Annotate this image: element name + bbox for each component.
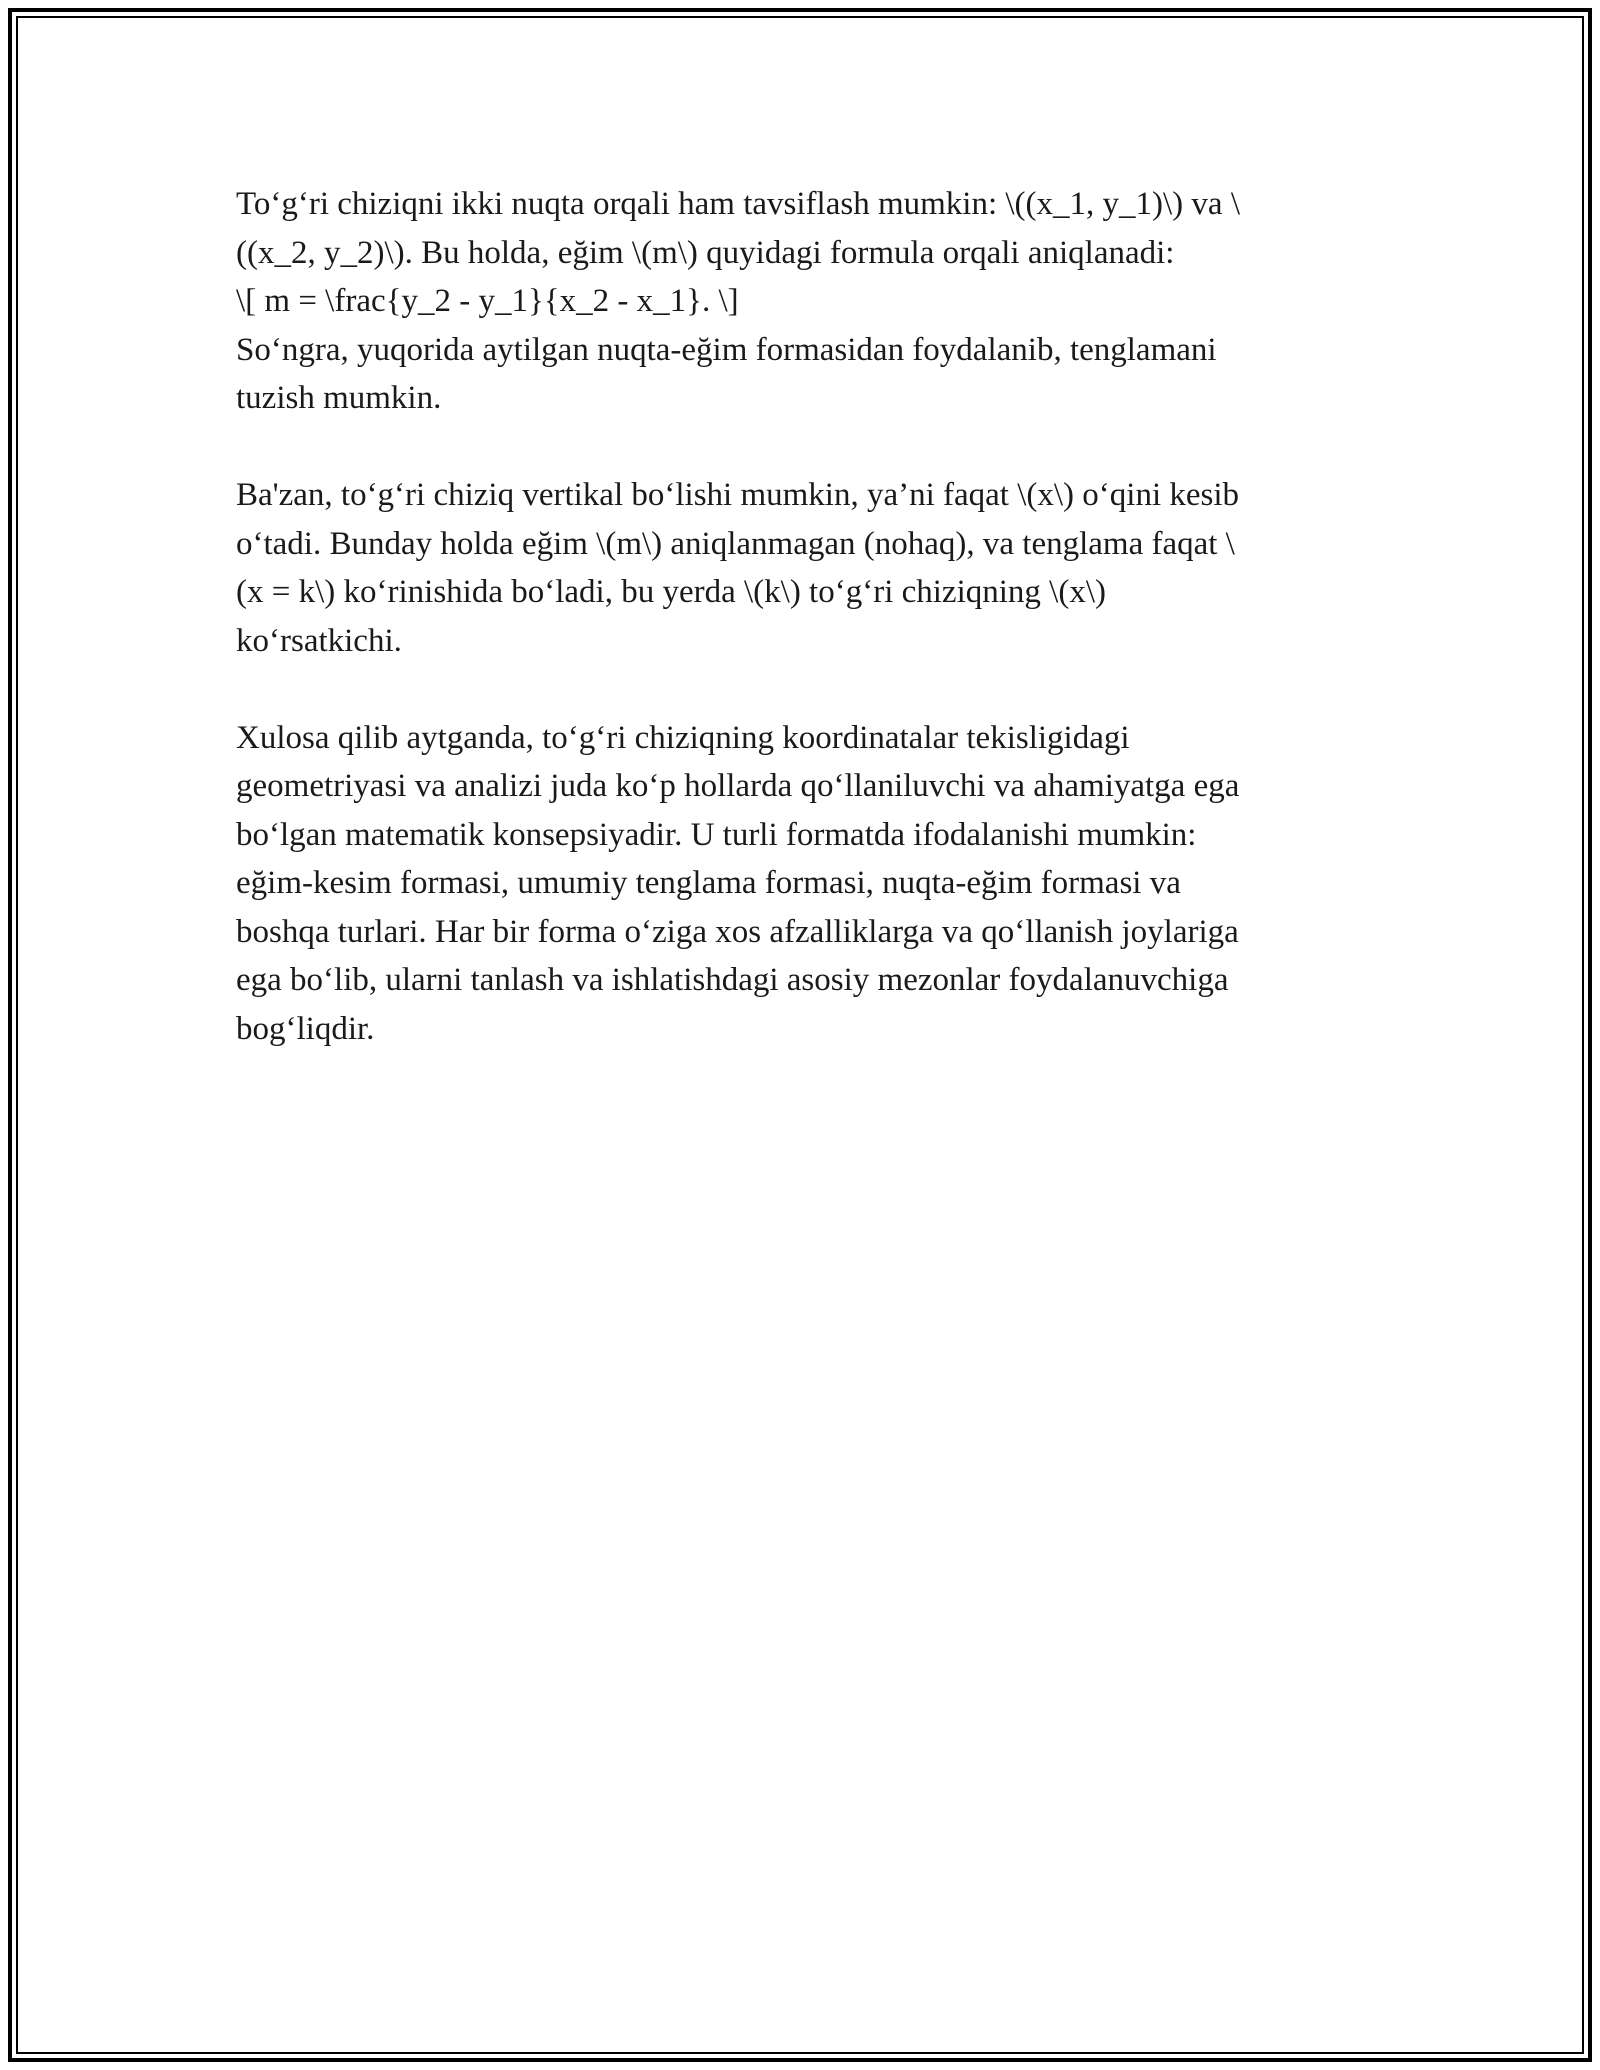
text-line: ko‘rsatkichi. — [236, 622, 402, 659]
text-line: ((x_2, y_2)\). Bu holda, eğim \(m\) quyidagi formula orqali aniqlanadi: — [236, 234, 1175, 271]
text-line: To‘g‘ri chiziqni ikki nuqta orqali ham tavsiflash mumkin: \((x_1, y_1)\) va \ — [236, 186, 1240, 222]
text-line: tuzish mumkin. — [236, 380, 442, 416]
text-line: So‘ngra, yuqorida aytilgan nuqta-eğim formasidan foydalanib, tenglamani — [236, 331, 1217, 368]
text-line: geometriyasi va analizi juda ko‘p hollarda qo‘llaniluvchi va ahamiyatga ega — [236, 768, 1240, 804]
text-line: Xulosa qilib aytganda, to‘g‘ri chiziqning koordinatalar tekisligidagi — [236, 719, 1130, 756]
document-body — [236, 180, 1366, 1102]
text-line: (x = k\) ko‘rinishida bo‘ladi, bu yerda \(k\) to‘g‘ri chiziqning \(x\) — [236, 574, 1106, 610]
text-line: bo‘lgan matematik konsepsiyadir. U turli formatda ifodalanishi mumkin: — [236, 816, 1197, 853]
text-line: \[ m = \frac{y_2 - y_1}{x_2 - x_1}. \] — [236, 283, 739, 319]
text-line: bog‘liqdir. — [236, 1010, 375, 1047]
paragraph-vertical-line — [236, 471, 1366, 665]
paragraph-two-point-slope — [236, 180, 1366, 423]
text-line: ega bo‘lib, ularni tanlash va ishlatishdagi asosiy mezonlar foydalanuvchiga — [236, 962, 1229, 998]
paragraph-conclusion — [236, 714, 1366, 1054]
text-line: boshqa turlari. Har bir forma o‘ziga xos afzalliklarga va qo‘llanish joylariga — [236, 913, 1239, 950]
text-line: o‘tadi. Bunday holda eğim \(m\) aniqlanmagan (nohaq), va tenglama faqat \ — [236, 525, 1235, 562]
text-line: Ba'zan, to‘g‘ri chiziq vertikal bo‘lishi mumkin, ya’ni faqat \(x\) o‘qini kesib — [236, 477, 1240, 513]
text-line: eğim-kesim formasi, umumiy tenglama formasi, nuqta-eğim formasi va — [236, 865, 1181, 901]
